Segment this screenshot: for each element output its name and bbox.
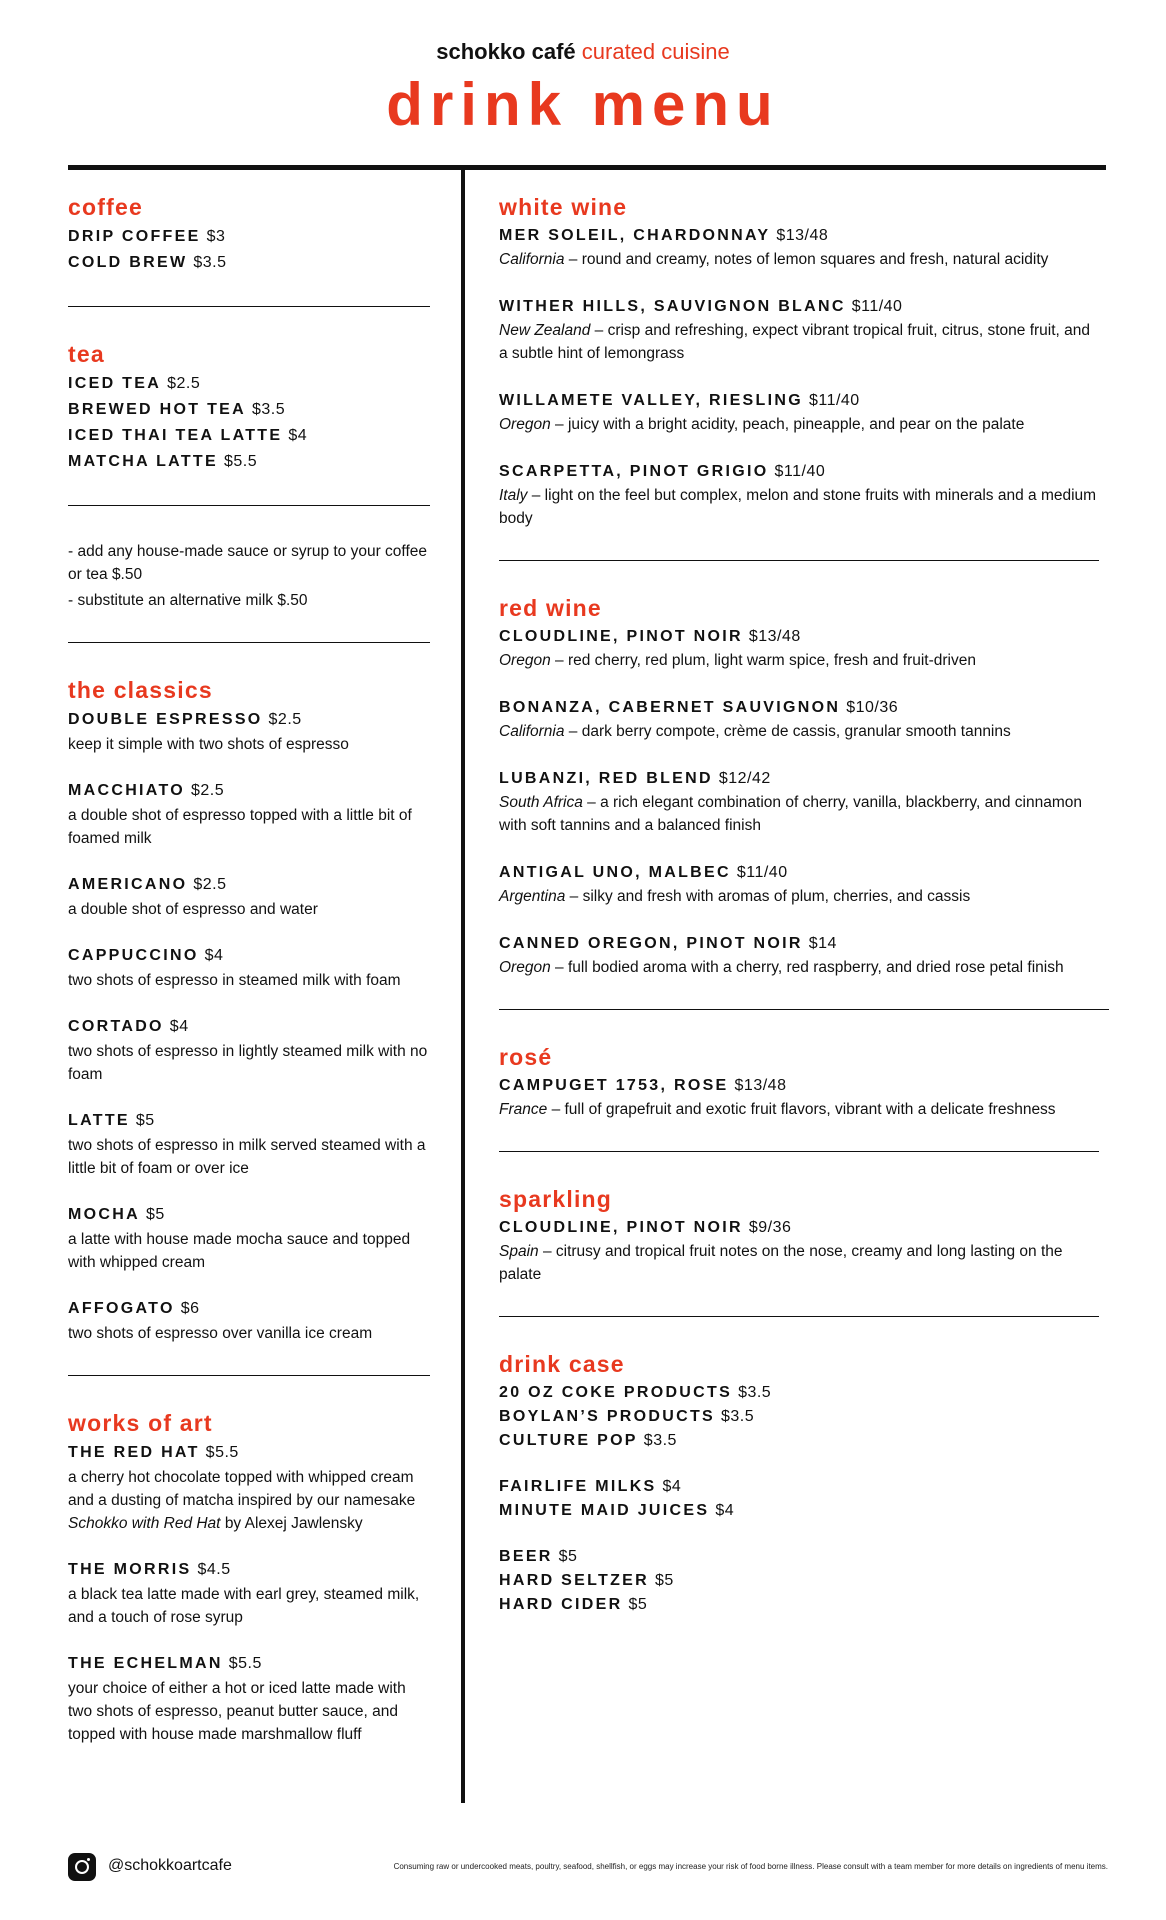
wine-region: Italy — [499, 487, 528, 504]
item-price: $2.5 — [191, 782, 225, 799]
item-price: $9/36 — [748, 1219, 792, 1236]
menu-item — [68, 943, 430, 992]
addon-note: - substitute an alternative milk $.50 — [68, 592, 308, 609]
wine-item — [499, 224, 1099, 271]
menu-item — [68, 872, 430, 921]
item-price: $5 — [628, 1596, 648, 1613]
item-price: $3.5 — [643, 1432, 677, 1449]
section-divider — [68, 1375, 430, 1376]
menu-item — [68, 371, 430, 397]
item-description: your choice of either a hot or iced latte made with two shots of espresso, peanut butter sauce, and topped with house made marshmallow fluff — [68, 1680, 406, 1743]
item-name: AMERICANO — [68, 876, 188, 893]
section-title: coffee — [68, 194, 143, 220]
food-safety-disclaimer: Consuming raw or undercooked meats, poultry, seafood, shellfish, or eggs may increase your risk of food borne illness. Please consult with a team member for more details on ingredients of menu items. — [393, 1862, 1108, 1871]
wine-item — [499, 696, 1099, 743]
menu-header — [0, 38, 1166, 140]
menu-item — [68, 224, 430, 250]
item-name: CULTURE POP — [499, 1432, 638, 1449]
item-price: $14 — [808, 935, 837, 952]
item-description: two shots of espresso in steamed milk with foam — [68, 972, 401, 989]
menu-item — [499, 1405, 1099, 1429]
item-price: $5.5 — [228, 1655, 262, 1672]
item-price: $11/40 — [808, 392, 860, 409]
item-price: $5 — [654, 1572, 674, 1589]
item-price: $6 — [180, 1300, 200, 1317]
page-title: drink menu — [386, 71, 780, 138]
item-price: $5.5 — [223, 453, 258, 470]
menu-item — [68, 250, 430, 276]
item-name: LUBANZI, RED BLEND — [499, 770, 713, 787]
item-name: THE ECHELMAN — [68, 1655, 223, 1672]
item-price: $3.5 — [193, 254, 227, 271]
section-coffee — [68, 194, 430, 276]
section-divider — [499, 1316, 1099, 1317]
section-title: the classics — [68, 677, 213, 703]
item-name: CANNED OREGON, PINOT NOIR — [499, 935, 803, 952]
section-red-wine — [499, 595, 1099, 979]
wine-item — [499, 1074, 1099, 1121]
top-divider — [68, 165, 1106, 170]
item-price: $4 — [715, 1502, 735, 1519]
right-column — [499, 194, 1099, 1617]
wine-region: California — [499, 251, 565, 268]
item-name: CLOUDLINE, PINOT NOIR — [499, 1219, 743, 1236]
item-name: CAMPUGET 1753, ROSE — [499, 1077, 729, 1094]
section-tea — [68, 341, 430, 475]
item-name: MER SOLEIL, CHARDONNAY — [499, 227, 771, 244]
wine-region: New Zealand — [499, 322, 591, 339]
section-title: drink case — [499, 1351, 625, 1377]
item-price: $3 — [206, 228, 226, 245]
item-name: BOYLAN’S PRODUCTS — [499, 1408, 715, 1425]
menu-item — [68, 778, 430, 850]
menu-item — [68, 707, 430, 756]
item-price: $4.5 — [197, 1561, 231, 1578]
item-description: a double shot of espresso topped with a little bit of foamed milk — [68, 807, 412, 847]
section-addons — [68, 540, 430, 612]
item-name: DRIP COFFEE — [68, 228, 201, 245]
menu-footer — [68, 1853, 1108, 1885]
item-name: WITHER HILLS, SAUVIGNON BLANC — [499, 298, 846, 315]
menu-item — [499, 1569, 1099, 1593]
section-drink-case — [499, 1351, 1099, 1617]
item-price: $10/36 — [846, 699, 899, 716]
item-price: $4 — [169, 1018, 189, 1035]
item-description: Italy – light on the feel but complex, melon and stone fruits with minerals and a medium body — [499, 487, 1097, 527]
wine-item — [499, 625, 1099, 672]
left-column — [68, 194, 430, 1746]
item-name: HARD SELTZER — [499, 1572, 649, 1589]
item-name: FAIRLIFE MILKS — [499, 1478, 657, 1495]
section-divider — [68, 642, 430, 643]
section-divider — [499, 1009, 1109, 1010]
item-price: $13/48 — [734, 1077, 787, 1094]
brand-name: schokko café — [436, 39, 576, 64]
item-price: $4 — [204, 947, 224, 964]
menu-item — [499, 1545, 1099, 1569]
item-name: COLD BREW — [68, 254, 188, 271]
item-name: CORTADO — [68, 1018, 164, 1035]
wine-region: Oregon — [499, 416, 551, 433]
section-works-of-art — [68, 1410, 430, 1746]
section-divider — [68, 505, 430, 506]
wine-region: California — [499, 723, 565, 740]
item-price: $3.5 — [721, 1408, 755, 1425]
item-name: CLOUDLINE, PINOT NOIR — [499, 628, 743, 645]
item-name: MOCHA — [68, 1206, 140, 1223]
menu-item — [68, 1651, 430, 1746]
item-price: $4 — [662, 1478, 682, 1495]
wine-item — [499, 389, 1099, 436]
section-title: tea — [68, 341, 105, 367]
item-name: LATTE — [68, 1112, 130, 1129]
menu-item — [68, 1557, 430, 1629]
item-description: California – dark berry compote, crème de cassis, granular smooth tannins — [499, 723, 1011, 740]
wine-item — [499, 932, 1099, 979]
item-price: $2.5 — [193, 876, 227, 893]
item-description: a black tea latte made with earl grey, steamed milk, and a touch of rose syrup — [68, 1586, 420, 1626]
item-name: 20 OZ COKE PRODUCTS — [499, 1384, 733, 1401]
item-description: California – round and creamy, notes of lemon squares and fresh, natural acidity — [499, 251, 1049, 268]
item-description: Oregon – red cherry, red plum, light warm spice, fresh and fruit-driven — [499, 652, 976, 669]
item-name: HARD CIDER — [499, 1596, 623, 1613]
menu-item — [68, 449, 430, 475]
item-description: South Africa – a rich elegant combination of cherry, vanilla, blackberry, and cinnamon with soft tannins and a balanced finish — [499, 794, 1082, 834]
item-description: a cherry hot chocolate topped with whipped cream and a dusting of matcha inspired by our namesake Schokko with Red Hat by Alexej Jawlensky — [68, 1469, 416, 1532]
menu-item — [68, 1296, 430, 1345]
section-classics — [68, 677, 430, 1345]
wine-item — [499, 295, 1099, 365]
item-description: a double shot of espresso and water — [68, 901, 318, 918]
wine-region: Oregon — [499, 652, 551, 669]
artwork-title: Schokko with Red Hat — [68, 1515, 221, 1532]
item-price: $12/42 — [718, 770, 771, 787]
item-name: CAPPUCCINO — [68, 947, 199, 964]
item-price: $11/40 — [736, 864, 788, 881]
addon-note: - add any house-made sauce or syrup to your coffee or tea $.50 — [68, 543, 428, 583]
item-description: Argentina – silky and fresh with aromas of plum, cherries, and cassis — [499, 888, 971, 905]
item-description: two shots of espresso in milk served steamed with a little bit of foam or over ice — [68, 1137, 426, 1177]
column-divider — [461, 170, 465, 1803]
item-description: a latte with house made mocha sauce and topped with whipped cream — [68, 1231, 411, 1271]
item-name: THE RED HAT — [68, 1444, 200, 1461]
section-title: works of art — [68, 1410, 213, 1436]
item-name: ANTIGAL UNO, MALBEC — [499, 864, 731, 881]
instagram-icon[interactable] — [68, 1853, 96, 1881]
item-price: $5.5 — [205, 1444, 239, 1461]
section-divider — [499, 560, 1099, 561]
menu-item — [68, 423, 430, 449]
wine-region: Spain — [499, 1243, 539, 1260]
item-description: keep it simple with two shots of espresso — [68, 736, 349, 753]
wine-region: Oregon — [499, 959, 551, 976]
brand-tagline: curated cuisine — [581, 39, 730, 64]
item-price: $11/40 — [851, 298, 903, 315]
menu-item — [499, 1381, 1099, 1405]
item-name: MATCHA LATTE — [68, 453, 218, 470]
item-name: BREWED HOT TEA — [68, 401, 246, 418]
item-description: Oregon – full bodied aroma with a cherry, red raspberry, and dried rose petal finish — [499, 959, 1064, 976]
item-name: BONANZA, CABERNET SAUVIGNON — [499, 699, 841, 716]
item-description: Spain – citrusy and tropical fruit notes on the nose, creamy and long lasting on the palate — [499, 1243, 1063, 1283]
item-name: THE MORRIS — [68, 1561, 192, 1578]
item-description: two shots of espresso in lightly steamed milk with no foam — [68, 1043, 428, 1083]
menu-item — [68, 397, 430, 423]
section-title: rosé — [499, 1044, 553, 1070]
section-divider — [68, 306, 430, 307]
instagram-handle[interactable]: @schokkoartcafe — [108, 1857, 232, 1874]
menu-item — [499, 1429, 1099, 1453]
item-price: $13/48 — [776, 227, 829, 244]
item-name: DOUBLE ESPRESSO — [68, 711, 263, 728]
menu-item — [499, 1475, 1099, 1499]
menu-item — [499, 1593, 1099, 1617]
wine-region: France — [499, 1101, 548, 1118]
item-name: MINUTE MAID JUICES — [499, 1502, 710, 1519]
item-name: WILLAMETE VALLEY, RIESLING — [499, 392, 803, 409]
menu-item — [68, 1014, 430, 1086]
item-description: New Zealand – crisp and refreshing, expect vibrant tropical fruit, citrus, stone fruit, and a subtle hint of lemongrass — [499, 322, 1091, 362]
section-title: sparkling — [499, 1186, 613, 1212]
item-description: Oregon – juicy with a bright acidity, peach, pineapple, and pear on the palate — [499, 416, 1025, 433]
item-name: ICED TEA — [68, 375, 162, 392]
wine-item — [499, 767, 1099, 837]
item-description: France – full of grapefruit and exotic fruit flavors, vibrant with a delicate freshness — [499, 1101, 1056, 1118]
item-name: ICED THAI TEA LATTE — [68, 427, 283, 444]
item-price: $5 — [135, 1112, 155, 1129]
item-price: $5 — [145, 1206, 165, 1223]
item-price: $2.5 — [268, 711, 302, 728]
item-name: MACCHIATO — [68, 782, 185, 799]
item-description: two shots of espresso over vanilla ice cream — [68, 1325, 373, 1342]
item-name: SCARPETTA, PINOT GRIGIO — [499, 463, 769, 480]
wine-region: Argentina — [499, 888, 566, 905]
item-price: $5 — [558, 1548, 578, 1565]
wine-item — [499, 1216, 1099, 1286]
section-rose — [499, 1044, 1099, 1121]
section-title: red wine — [499, 595, 602, 621]
menu-item — [68, 1108, 430, 1180]
item-price: $13/48 — [748, 628, 801, 645]
item-price: $3.5 — [251, 401, 286, 418]
item-name: BEER — [499, 1548, 553, 1565]
item-name: AFFOGATO — [68, 1300, 175, 1317]
item-price: $3.5 — [738, 1384, 772, 1401]
menu-item — [68, 1440, 430, 1535]
brand-line — [0, 38, 1166, 66]
wine-region: South Africa — [499, 794, 583, 811]
item-price: $2.5 — [167, 375, 201, 392]
wine-item — [499, 460, 1099, 530]
section-divider — [499, 1151, 1099, 1152]
section-sparkling — [499, 1186, 1099, 1286]
item-price: $4 — [288, 427, 308, 444]
wine-item — [499, 861, 1099, 908]
section-white-wine — [499, 194, 1099, 530]
menu-item — [499, 1499, 1099, 1523]
section-title: white wine — [499, 194, 628, 220]
menu-item — [68, 1202, 430, 1274]
item-price: $11/40 — [774, 463, 826, 480]
